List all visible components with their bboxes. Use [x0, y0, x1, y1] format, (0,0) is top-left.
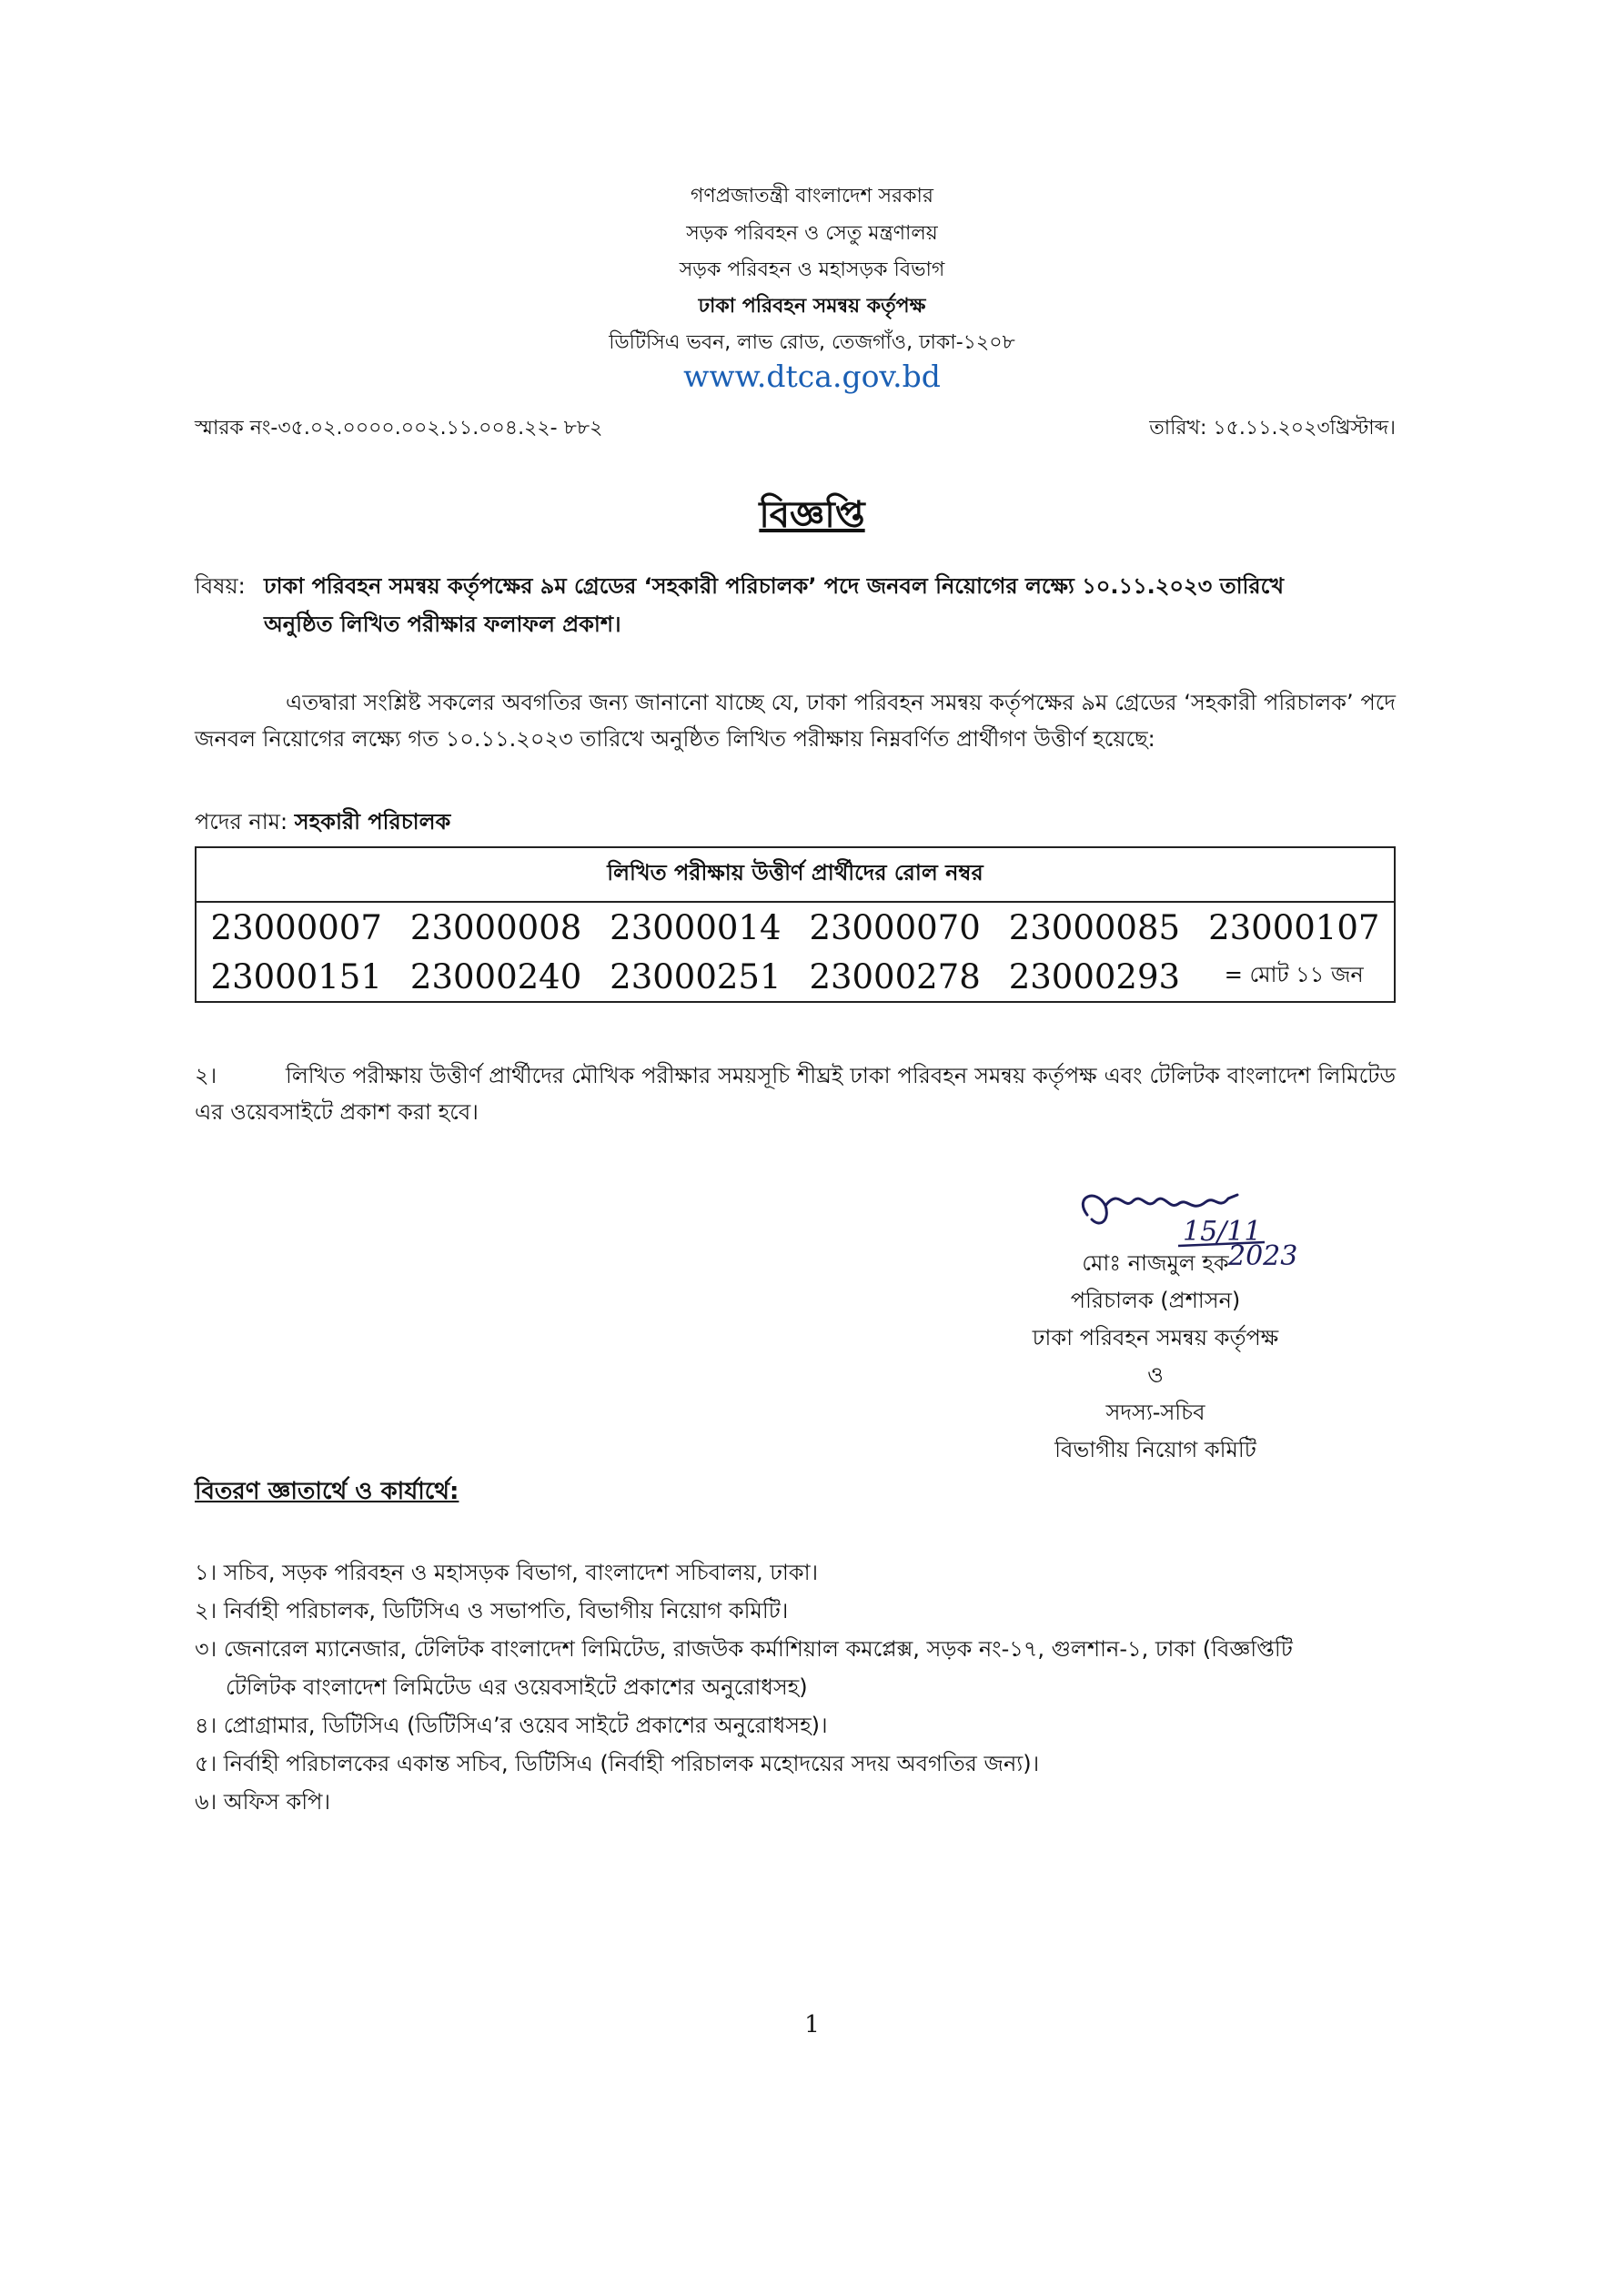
body-paragraph-2: লিখিত পরীক্ষায় উত্তীর্ণ প্রার্থীদের মৌখিক পরীক্ষার সময়সূচি শীঘ্রই ঢাকা পরিবহন সমন্বয় কর্তৃপক্ষ এবং টেলিটক বাংলাদেশ লিমিটেড এর ওয়েবসাইটে প্রকাশ করা হবে।: [195, 1063, 1396, 1125]
signatory-and: ও: [1147, 1362, 1164, 1388]
roll-number: 23000293: [1008, 956, 1181, 996]
distribution-item: ৪। প্রোগ্রামার, ডিটিসিএ (ডিটিসিএ’র ওয়েব সাইটে প্রকাশের অনুরোধসহ)।: [195, 1713, 828, 1738]
roll-number: 23000107: [1208, 907, 1380, 947]
distribution-heading: বিতরণ জ্ঞাতার্থে ও কার্যার্থে:: [195, 1478, 459, 1505]
distribution-item: ৩। জেনারেল ম্যানেজার, টেলিটক বাংলাদেশ লিমিটেড, রাজউক কর্মাশিয়াল কমপ্লেক্স, সড়ক নং-১৭, গুলশান-১, ঢাকা (বিজ্ঞপ্তিটি: [195, 1636, 1293, 1662]
signatory-name: মোঃ নাজমুল হক: [1082, 1250, 1229, 1276]
roll-number: 23000085: [1008, 907, 1181, 947]
post-name-line: [195, 806, 450, 837]
signatory-role: সদস্য-সচিব: [1105, 1400, 1205, 1425]
roll-number: 23000151: [210, 956, 382, 996]
header-authority: ঢাকা পরিবহন সমন্বয় কর্তৃপক্ষ: [698, 295, 926, 318]
body-paragraph-1: এতদ্বারা সংশ্লিষ্ট সকলের অবগতির জন্য জানানো যাচ্ছে যে, ঢাকা পরিবহন সমন্বয় কর্তৃপক্ষের ৯ম গ্রেডের ‘সহকারী পরিচালক’ পদে জনবল নিয়োগের লক্ষ্যে গত ১০.১১.২০২৩ তারিখে অনুষ্ঠিত লিখিত পরীক্ষায় নিম্নবর্ণিত প্রার্থীগণ উত্তীর্ণ হয়েছে:: [195, 690, 1396, 752]
header-government: গণপ্রজাতন্ত্রী বাংলাদেশ সরকার: [690, 185, 934, 207]
page-number: 1: [804, 2011, 820, 2038]
roll-number: 23000278: [809, 956, 981, 996]
roll-number: 23000007: [210, 907, 382, 947]
signatory-office: ঢাকা পরিবহন সমন্বয় কর্তৃপক্ষ: [1032, 1325, 1279, 1350]
distribution-item: ১। সচিব, সড়ক পরিবহন ও মহাসড়ক বিভাগ, বাংলাদেশ সচিবালয়, ঢাকা।: [195, 1560, 819, 1585]
header-ministry: সড়ক পরিবহন ও সেতু মন্ত্রণালয়: [686, 222, 938, 245]
header-address: ডিটিসিএ ভবন, লাভ রোড, তেজগাঁও, ঢাকা-১২০৮: [609, 331, 1015, 354]
body-paragraph-2-number: ২।: [195, 1063, 217, 1088]
post-name-label: পদের নাম:: [195, 809, 288, 834]
memo-date: তারিখ: ১৫.১১.২০২৩খ্রিস্টাব্দ।: [1149, 417, 1396, 440]
roll-number: 23000251: [610, 956, 782, 996]
distribution-item: ২। নির্বাহী পরিচালক, ডিটিসিএ ও সভাপতি, বিভাগীয় নিয়োগ কমিটি।: [195, 1598, 789, 1623]
signatory-designation: পরিচালক (প্রশাসন): [1070, 1288, 1241, 1313]
roll-number: 23000008: [409, 907, 582, 947]
roll-number: 23000070: [809, 907, 981, 947]
table-row: [196, 902, 1395, 952]
table-header-row: [196, 847, 1395, 902]
distribution-item-continuation: টেলিটক বাংলাদেশ লিমিটেড এর ওয়েবসাইটে প্রকাশের অনুরোধসহ): [226, 1674, 808, 1700]
table-header: লিখিত পরীক্ষায় উত্তীর্ণ প্রার্থীদের রোল নম্বর: [196, 847, 1395, 902]
header-website-link[interactable]: www.dtca.gov.bd: [683, 359, 941, 394]
memo-reference: স্মারক নং-৩৫.০২.০০০০.০০২.১১.০০৪.২২- ৮৮২: [195, 417, 603, 440]
signatory-committee: বিভাগীয় নিয়োগ কমিটি: [1054, 1437, 1256, 1462]
total-count: = মোট ১১ জন: [1224, 962, 1364, 987]
table-row: [196, 952, 1395, 1002]
distribution-item: ৫। নির্বাহী পরিচালকের একান্ত সচিব, ডিটিসিএ (নির্বাহী পরিচালক মহোদয়ের সদয় অবগতির জন্য)।: [195, 1751, 1040, 1776]
svg-text:15/11: 15/11: [1183, 1216, 1262, 1248]
subject-line-1: ঢাকা পরিবহন সমন্বয় কর্তৃপক্ষের ৯ম গ্রেডের ‘সহকারী পরিচালক’ পদে জনবল নিয়োগের লক্ষ্যে ১০.১১.২০২৩ তারিখে: [264, 573, 1285, 599]
post-name-value: সহকারী পরিচালক: [294, 809, 451, 834]
distribution-item: ৬। অফিস কপি।: [195, 1789, 331, 1815]
roll-number: 23000014: [610, 907, 782, 947]
signatory-block: [919, 1245, 1392, 1469]
header-division: সড়ক পরিবহন ও মহাসড়ক বিভাগ: [679, 258, 945, 281]
svg-text:2023: 2023: [1228, 1240, 1298, 1269]
roll-number-table: [195, 846, 1396, 1003]
subject-label: বিষয়:: [195, 573, 246, 599]
notice-title: বিজ্ঞপ্তি: [759, 494, 865, 536]
roll-number: 23000240: [409, 956, 582, 996]
subject-line-2: অনুষ্ঠিত লিখিত পরীক্ষার ফলাফল প্রকাশ।: [264, 612, 621, 637]
